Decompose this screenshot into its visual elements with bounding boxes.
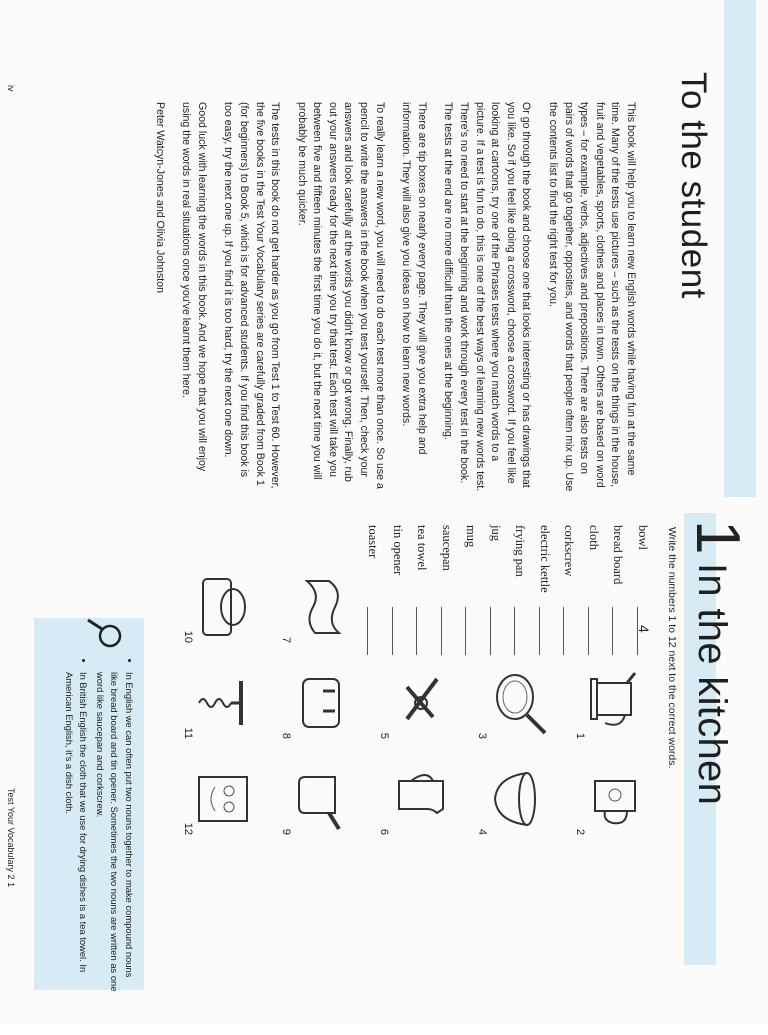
picture-grid [182,630,663,1035]
word-label: frying pan [513,525,528,577]
word-label: saucepan [440,525,454,571]
tin-opener-icon [385,667,457,739]
list-item [383,525,408,625]
picture-number: 12 [182,822,194,835]
page-title: To the student [674,72,713,299]
list-item [456,525,481,625]
authors: Peter Watcyn-Jones and Olivia Johnston [153,102,166,293]
electric-kettle-icon [581,667,653,739]
picture-number: 2 [574,828,586,835]
answer-blank[interactable] [392,607,393,655]
magnifying-glass-icon [84,616,124,652]
picture-6 [372,751,467,843]
test-number: 1 [683,520,752,555]
answer-blank[interactable] [490,607,491,655]
answer-blank[interactable] [515,607,516,655]
toaster-icon [287,667,359,739]
list-item [603,525,628,625]
picture-11 [176,655,271,747]
saucepan-icon [287,763,359,835]
word-label: corkscrew [562,525,577,577]
picture-number: 4 [476,828,488,835]
word-label: jug [489,525,503,541]
answer-blank[interactable] [441,607,442,655]
word-list [358,525,652,633]
picture-number: 8 [280,732,292,739]
mug-icon [581,763,653,835]
frying-pan-icon [483,667,555,739]
word-label: cloth [587,525,601,550]
header-band [724,0,756,497]
bowl-icon [483,763,555,835]
picture-number: 11 [182,727,194,739]
list-item [530,525,555,625]
list-item [481,525,506,625]
answer-blank[interactable] [564,607,565,655]
picture-5 [372,655,467,747]
picture-8 [274,655,369,747]
tip-box [34,618,144,990]
picture-9 [274,751,369,843]
instruction: Write the numbers 1 to 12 next to the correct words. [666,527,678,769]
cloth-icon [287,571,359,643]
picture-12 [176,751,271,843]
picture-number: 7 [280,636,292,643]
answer-blank[interactable] [613,607,614,655]
answer-blank[interactable] [417,607,418,655]
tip-item: • In British English the cloth that we use for drying dishes is a tea towel. In American English, it's a dish cloth. [62,672,91,992]
page-footer: Test Your Vocabulary 2 1 [6,788,16,888]
word-label: bowl [636,525,650,550]
answer-blank[interactable] [539,607,540,655]
paragraph: There are tip boxes on nearly every page. They will give you extra help and information. They will also give you ideas on how to learn new words. [400,102,428,455]
picture-7 [274,559,369,651]
paragraph: Or go through the book and choose one that looks interesting or has drawings that you like. So if you feel like doing a crossword, choose a crossword. If you feel like looking at cartoons, try one of the Phrases tests where you match words to a picture. If a test is fun to do, this is one of the best ways of learning new words test. There's no need to start at the beginning and work through every test in the book. The tests at the end are no more difficult than the ones at the beginning. [442,102,533,492]
list-item [628,525,653,633]
paragraph: Good luck with learning the words in this book. And we hope that you will enjoy using the words in real situations once you've learnt them here. [180,102,208,472]
picture-4 [470,751,565,843]
word-label: electric kettle [538,525,552,593]
page-number: iv [6,85,16,92]
picture-1 [568,655,663,747]
picture-number: 10 [182,630,194,643]
test-title: In the kitchen [690,563,734,806]
answer-blank[interactable] [466,607,467,655]
tea-towel-icon [189,763,261,835]
list-item [579,525,604,625]
word-label: tea towel [415,525,430,571]
answer-value: 4 [636,625,652,633]
jug-icon [385,763,457,835]
paragraph: To really learn a new word, you will need to do each test more than once. So use a pencil to write the answers in the book when you test yourself. Then, check your answers and look carefully at the words you didn't know or got wrong. Finally, rub out your answers ready for the next time you try that test. Each test will take you between five and fifteen minutes the first time you do it, but the next time you will probably be much quicker. [295,102,386,489]
word-label: bread board [611,525,626,585]
tip-item: • In English we can often put two nouns together to make compound nouns like bread board and tin opener. Sometimes the two nouns are written as one word like saucepan and corkscrew. [93,672,137,992]
picture-3 [470,655,565,747]
answer-blank[interactable] [588,607,589,655]
picture-number: 5 [378,732,390,739]
list-item [407,525,432,625]
paragraph: This book will help you to learn new English words while having fun at the same time. Many of the tests use pictures – such as the tests on the things in the house, fruit and vegetables, sports, clothes and places in town. Others are based on word types – for example, verbs, adjectives and prepositions. There are also tests on pairs of words that go together, opposites, and words that people often mix up. Use the contents list to find the right test for you. [547,102,637,492]
picture-number: 9 [280,828,292,835]
list-item [505,525,530,625]
tip-list [60,658,137,992]
list-item [432,525,457,625]
picture-number: 3 [476,732,488,739]
word-label: tin opener [391,525,405,576]
list-item [554,525,579,625]
picture-number: 6 [378,828,390,835]
bread-board-icon [189,571,261,643]
word-label: mug [464,525,479,548]
intro-text [140,102,638,492]
paragraph: The tests in this book do not get harder as you go from Test 1 to Test 60. However, the five books in the Test Your Vocabulary series are carefully graded from Book 1 (for beginners) to Book 5, which is for advanced students. If you find this book is too easy, try the next one up. If you find it is too hard, try the next one down. [222,102,282,489]
word-label: toaster [366,525,381,559]
picture-number: 1 [574,732,586,739]
picture-2 [568,751,663,843]
picture-10 [176,559,271,651]
corkscrew-icon [189,667,261,739]
